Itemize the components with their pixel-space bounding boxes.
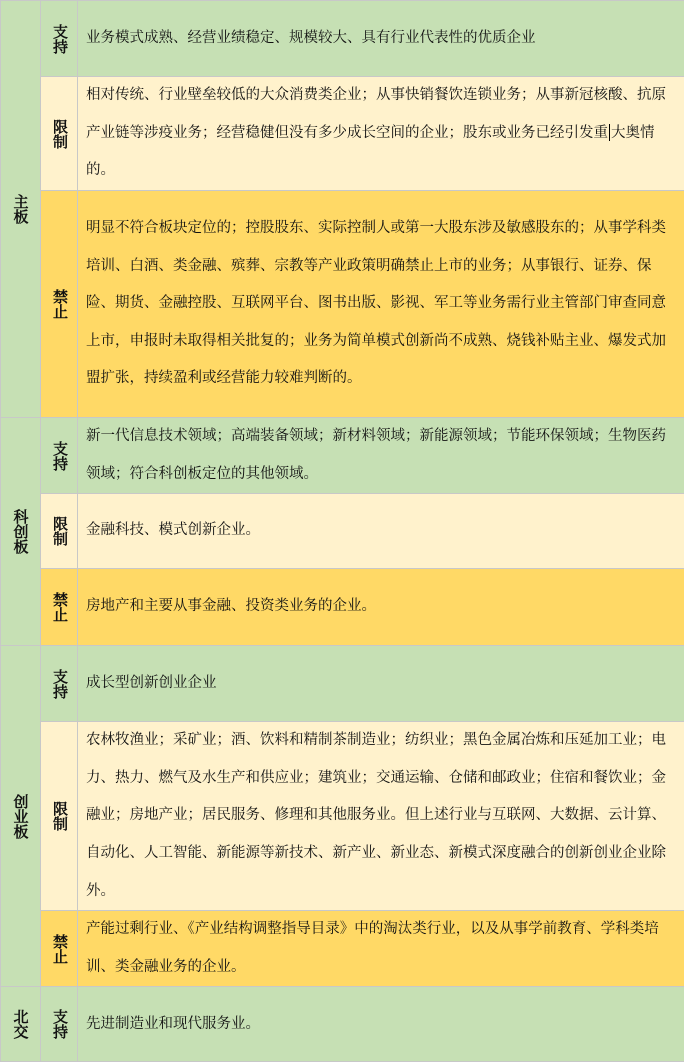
table-row <box>1 911 684 987</box>
content-cell: 金融科技、模式创新企业。 <box>78 494 684 569</box>
content-cell: 先进制造业和现代服务业。 <box>78 987 684 1062</box>
category-prohibit: 禁止 <box>41 569 78 646</box>
category-restrict: 限制 <box>41 722 78 911</box>
table-row <box>1 77 684 191</box>
board-label-star: 科创板 <box>1 418 41 646</box>
content-cell: 产能过剩行业、《产业结构调整指导目录》中的淘汰类行业，以及从事学前教育、学科类培训、类金融业务的企业。 <box>78 911 684 987</box>
content-cell: 相对传统、行业壁垒较低的大众消费类企业；从事快销餐饮连锁业务；从事新冠核酸、抗原产业链等涉疫业务；经营稳健但没有多少成长空间的企业；股东或业务已经引发重 大奥情的。 <box>78 77 684 191</box>
table-row <box>1 987 684 1062</box>
category-support: 支持 <box>41 646 78 722</box>
table-row <box>1 722 684 911</box>
content-cell: 房地产和主要从事金融、投资类业务的企业。 <box>78 569 684 646</box>
table-row <box>1 1 684 77</box>
content-cell: 农林牧渔业；采矿业；酒、饮料和精制茶制造业；纺织业；黑色金属冶炼和压延加工业；电力、热力、燃气及水生产和供应业；建筑业；交通运输、仓储和邮政业；住宿和餐饮业；金融业；房地产业；居民服务、修理和其他服务业。但上述行业与互联网、大数据、云计算、自动化、人工智能、新能源等新技术、新产业、新业态、新模式深度融合的创新创业企业除外。 <box>78 722 684 911</box>
text-cursor <box>609 124 610 141</box>
board-label-main: 主板 <box>1 1 41 418</box>
category-support: 支持 <box>41 987 78 1062</box>
table-row <box>1 646 684 722</box>
content-cell: 成长型创新创业企业 <box>78 646 684 722</box>
category-prohibit: 禁止 <box>41 911 78 987</box>
table-row <box>1 494 684 569</box>
board-label-chinext: 创业板 <box>1 646 41 987</box>
content-cell: 明显不符合板块定位的；控股股东、实际控制人或第一大股东涉及敏感股东的；从事学科类培训、白酒、类金融、殡葬、宗教等产业政策明确禁止上市的业务；从事银行、证券、保险、期货、金融控股、互联网平台、图书出版、影视、军工等业务需行业主管部门审查同意上市，申报时未取得相关批复的；业务为简单模式创新尚不成熟、烧钱补贴主业、爆发式加盟扩张，持续盈利或经营能力较难判断的。 <box>78 191 684 418</box>
content-cell: 新一代信息技术领域；高端装备领域；新材料领域；新能源领域；节能环保领域；生物医药领域；符合科创板定位的其他领域。 <box>78 418 684 494</box>
table-row <box>1 191 684 418</box>
table-row <box>1 569 684 646</box>
category-prohibit: 禁止 <box>41 191 78 418</box>
category-support: 支持 <box>41 418 78 494</box>
table-row <box>1 418 684 494</box>
content-cell: 业务模式成熟、经营业绩稳定、规模较大、具有行业代表性的优质企业 <box>78 1 684 77</box>
category-restrict: 限制 <box>41 494 78 569</box>
category-restrict: 限制 <box>41 77 78 191</box>
board-label-bse: 北交 <box>1 987 41 1062</box>
category-support: 支持 <box>41 1 78 77</box>
